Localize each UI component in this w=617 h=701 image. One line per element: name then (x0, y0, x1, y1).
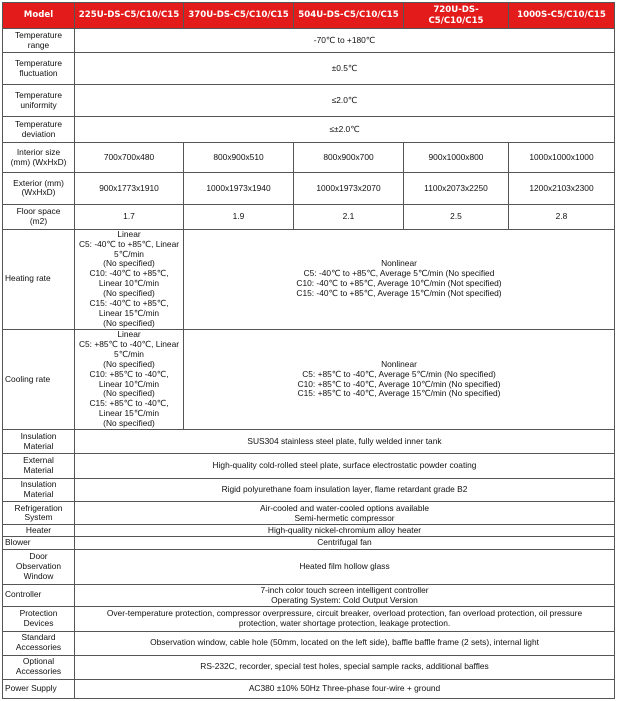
table-cell: 1000x1000x1000 (509, 143, 615, 173)
table-cell: 800x900x700 (294, 143, 404, 173)
table-row (3, 454, 615, 479)
row-label: Power Supply (3, 679, 75, 698)
header-225u: 225U-DS-C5/C10/C15 (75, 3, 184, 29)
row-label: Door Observation Window (3, 549, 75, 584)
table-cell: High-quality cold-rolled steel plate, surface electrostatic powder coating (75, 454, 615, 479)
table-cell (75, 584, 615, 606)
table-cell: Observation window, cable hole (50mm, located on the left side), baffle baffle frame (2 sets), internal light (75, 631, 615, 655)
table-row (3, 329, 615, 429)
controller-line-1: 7-inch color touch screen intelligent controller (260, 585, 429, 596)
table-cell: 900x1773x1910 (75, 173, 184, 204)
table-row (3, 430, 615, 454)
header-720u: 720U-DS-C5/C10/C15 (404, 3, 509, 29)
table-row (3, 655, 615, 679)
row-label: Temperature range (3, 29, 75, 53)
refrigeration-line-2: Semi-hermetic compressor (294, 513, 395, 524)
header-row (3, 3, 615, 29)
heating-nonlinear-cell: Nonlinear C5: -40℃ to +85℃, Average 5℃/min (No specified C10: -40℃ to +85℃, Average 10℃/min (Not specified) C15: -40℃ to +85℃, Average 15℃/min (Not specified) (184, 229, 615, 329)
table-row (3, 679, 615, 698)
table-cell: Centrifugal fan (75, 537, 615, 549)
table-cell: 1.7 (75, 204, 184, 229)
table-cell: AC380 ±10% 50Hz Three-phase four-wire + ground (75, 679, 615, 698)
table-row (3, 606, 615, 631)
table-cell: 2.1 (294, 204, 404, 229)
table-cell: 2.5 (404, 204, 509, 229)
row-label: Blower (3, 537, 75, 549)
row-label: Optional Accessories (3, 655, 75, 679)
table-row (3, 85, 615, 117)
table-cell: High-quality nickel-chromium alloy heater (75, 525, 615, 537)
table-cell: 900x1000x800 (404, 143, 509, 173)
row-label: External Material (3, 454, 75, 479)
row-label: Insulation Material (3, 479, 75, 502)
controller-line-2: Operating System: Cold Output Version (271, 595, 418, 606)
row-label: Insulation Material (3, 430, 75, 454)
table-row (3, 479, 615, 502)
table-row (3, 117, 615, 143)
row-label: Interior size (mm) (WxHxD) (3, 143, 75, 173)
table-cell: RS-232C, recorder, special test holes, special sample racks, additional baffles (75, 655, 615, 679)
table-row (3, 204, 615, 229)
temperature-range-value: -70℃ to +180℃ (75, 29, 615, 53)
table-cell: Heated film hollow glass (75, 549, 615, 584)
table-cell: Over-temperature protection, compressor overpressure, circuit breaker, overload protection, fan overload protection, oil pressure protection, water shortage protection, leakage protection. (75, 606, 615, 631)
table-row (3, 173, 615, 204)
row-label: Heater (3, 525, 75, 537)
table-row (3, 549, 615, 584)
row-label: Heating rate (3, 229, 75, 329)
table-cell: 700x700x480 (75, 143, 184, 173)
row-label: Temperature uniformity (3, 85, 75, 117)
header-1000s: 1000S-C5/C10/C15 (509, 3, 615, 29)
table-cell: 1000x1973x1940 (184, 173, 294, 204)
row-label: Exterior (mm) (WxHxD) (3, 173, 75, 204)
row-label: Controller (3, 584, 75, 606)
table-cell (75, 502, 615, 525)
heating-linear-cell: Linear C5: -40℃ to +85℃, Linear 5℃/min (No specified) C10: -40℃ to +85℃, Linear 10℃/min (No specified) C15: -40℃ to +85℃, Linear 15℃/min (No specified) (75, 229, 184, 329)
table-cell: 1.9 (184, 204, 294, 229)
table-cell: 2.8 (509, 204, 615, 229)
table-cell: Rigid polyurethane foam insulation layer, flame retardant grade B2 (75, 479, 615, 502)
row-label: Protection Devices (3, 606, 75, 631)
row-label: Floor space (m2) (3, 204, 75, 229)
row-label: Standard Accessories (3, 631, 75, 655)
header-504u: 504U-DS-C5/C10/C15 (294, 3, 404, 29)
table-row (3, 143, 615, 173)
row-label: Temperature deviation (3, 117, 75, 143)
table-row (3, 631, 615, 655)
table-row (3, 525, 615, 537)
temperature-deviation-value: ≤±2.0℃ (75, 117, 615, 143)
refrigeration-line-1: Air-cooled and water-cooled options available (260, 503, 429, 514)
row-label: Cooling rate (3, 329, 75, 429)
table-row (3, 502, 615, 525)
table-row (3, 229, 615, 329)
table-cell: 1000x1973x2070 (294, 173, 404, 204)
specification-table (2, 2, 615, 699)
table-cell: 800x900x510 (184, 143, 294, 173)
temperature-uniformity-value: ≤2.0℃ (75, 85, 615, 117)
row-label: Temperature fluctuation (3, 53, 75, 85)
table-cell: 1100x2073x2250 (404, 173, 509, 204)
table-row (3, 537, 615, 549)
cooling-nonlinear-cell: Nonlinear C5: +85℃ to -40℃, Average 5℃/min (No specified) C10: +85℃ to -40℃, Average 10℃/min (No specified) C15: +85℃ to -40℃, Average 15℃/min (No specified) (184, 329, 615, 429)
table-cell: 1200x2103x2300 (509, 173, 615, 204)
cooling-linear-cell: Linear C5: +85℃ to -40℃, Linear 5℃/min (No specified) C10: +85℃ to -40℃, Linear 10℃/min (No specified) C15: +85℃ to -40℃, Linear 15℃/min (No specified) (75, 329, 184, 429)
header-370u: 370U-DS-C5/C10/C15 (184, 3, 294, 29)
table-row (3, 29, 615, 53)
temperature-fluctuation-value: ±0.5℃ (75, 53, 615, 85)
table-row (3, 53, 615, 85)
table-row (3, 584, 615, 606)
header-model: Model (3, 3, 75, 29)
table-cell: SUS304 stainless steel plate, fully welded inner tank (75, 430, 615, 454)
row-label: Refrigeration System (3, 502, 75, 525)
